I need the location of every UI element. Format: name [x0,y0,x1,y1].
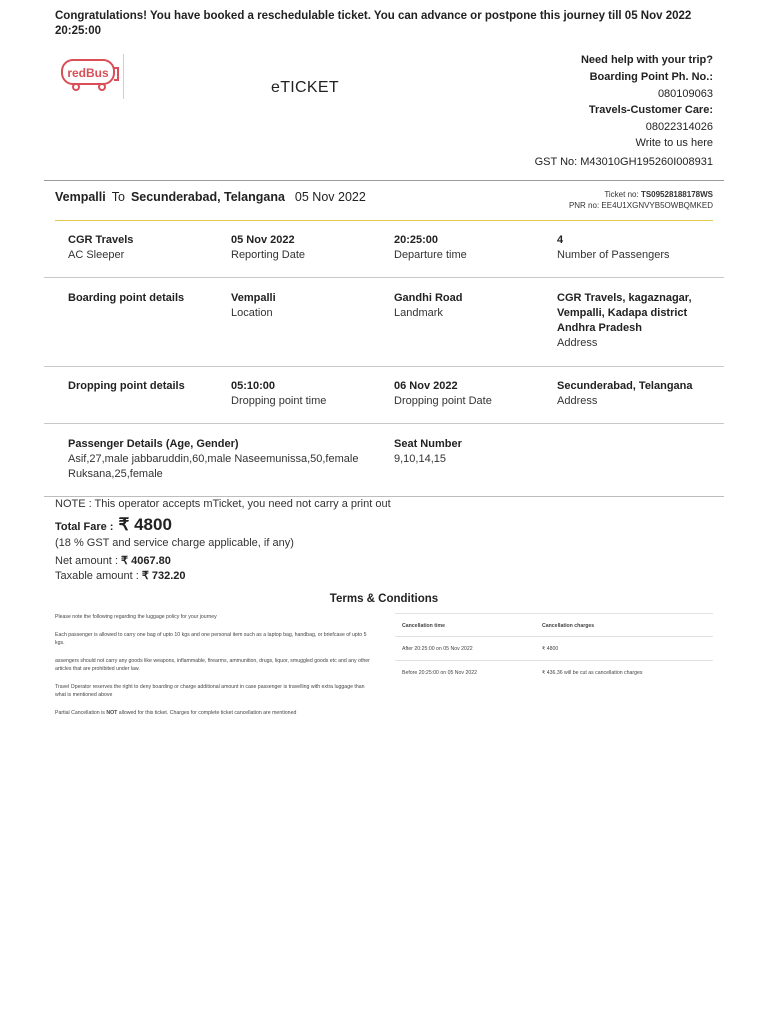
dropping-time-label: Dropping point time [231,395,327,407]
passenger-count: 4 [557,234,564,246]
boarding-heading-cell [68,291,228,306]
ticket-number: TS09528188178WS [640,190,713,199]
total-fare [55,515,172,535]
ticket-number-line [569,189,713,200]
divider [44,277,724,278]
taxable-amount-value: ₹ 732.20 [141,570,186,582]
bus-type: AC Sleeper [68,249,125,261]
pnr-number: EE4U1XGNVYB5OWBQMKED [601,201,713,210]
help-title: Need help with your trip? [580,54,713,66]
net-amount [55,554,171,567]
passenger-list-line2: Ruksana,25,female [68,468,163,480]
column-header-charge: Cancellation charges [542,623,595,629]
route-underline [55,220,713,221]
dropping-address: Secunderabad, Telangana [557,380,693,392]
passenger-details-cell [68,437,388,482]
taxable-amount [55,569,186,582]
policy-item: assengers should not carry any goods like weapons, inflammable, firearms, ammunition, drugs, liquor, smuggled goods etc and any other articles that are prohibited under law. [55,658,370,672]
gst-number: GST No: M43010GH195260I008931 [534,156,713,168]
boarding-address-cell [557,291,717,351]
cancellation-charge: ₹ 436.36 will be cut as cancellation charges [542,670,643,676]
boarding-heading: Boarding point details [68,292,185,304]
pnr-label: PNR no: [568,201,600,210]
cancellation-charge: ₹ 4800 [542,646,559,652]
boarding-address: CGR Travels, kagaznagar, Vempalli, Kadapa district Andhra Pradesh [557,292,692,334]
boarding-landmark: Gandhi Road [394,292,463,304]
redbus-logo [60,58,120,94]
table-row [395,637,713,661]
boarding-phone[interactable]: 080109063 [657,88,713,100]
ticket-number-label: Ticket no: [604,190,639,199]
divider [44,423,724,424]
total-fare-value: ₹ 4800 [118,515,172,534]
dropping-heading-cell [68,379,228,394]
seat-numbers: 9,10,14,15 [394,453,446,465]
passenger-list-line1: Asif,27,male jabbaruddin,60,male Naseemunissa,50,female [68,453,359,465]
divider [44,180,724,181]
dropping-heading: Dropping point details [68,380,185,392]
boarding-phone-label: Boarding Point Ph. No.: [589,71,713,83]
cancellation-time: Before 20:25:00 on 05 Nov 2022 [402,670,477,676]
reschedule-banner: Congratulations! You have booked a reschedulable ticket. You can advance or postpone this journey till 05 Nov 2022 20:25:00 [55,10,692,37]
ticket-identifiers [569,189,713,211]
divider [44,366,724,367]
reporting-date-label: Reporting Date [231,249,305,261]
operator-name: CGR Travels [68,234,134,246]
boarding-landmark-label: Landmark [394,307,443,319]
partial-suffix: allowed for this ticket. Charges for complete ticket cancellation are mentioned [117,710,297,716]
net-amount-label: Net amount : [55,555,118,567]
departure-cell [394,233,554,263]
departure-time: 20:25:00 [394,234,439,246]
origin-city: Vempalli [55,190,106,204]
boarding-location: Vempalli [231,292,276,304]
partial-prefix: Partial Cancellation is [55,710,107,716]
seat-cell [394,437,554,467]
partial-not: NOT [106,710,118,716]
operator-cell [68,233,228,263]
gst-note: (18 % GST and service charge applicable, if any) [55,537,294,549]
route-summary [55,190,366,204]
page-title: eTICKET [271,79,339,96]
divider [44,496,724,497]
customer-care-phone[interactable]: 08022314026 [645,121,713,133]
policy-intro: Please note the following regarding the luggage policy for your journey [55,614,217,620]
write-to-us-link[interactable]: Write to us here [635,137,713,149]
dropping-date: 06 Nov 2022 [394,380,458,392]
net-amount-value: ₹ 4067.80 [121,555,171,567]
taxable-amount-label: Taxable amount : [55,570,139,582]
logo-divider [123,54,124,99]
luggage-policy [55,613,375,727]
dropping-date-label: Dropping point Date [394,395,492,407]
passenger-heading: Passenger Details (Age, Gender) [68,438,239,450]
column-header-time: Cancellation time [402,623,445,629]
seat-heading: Seat Number [394,438,462,450]
boarding-address-label: Address [557,337,598,349]
passenger-count-label: Number of Passengers [557,249,670,261]
boarding-location-label: Location [231,307,273,319]
help-contacts [453,52,713,170]
table-header-row [395,613,713,637]
dropping-address-label: Address [557,395,598,407]
table-row [395,661,713,685]
total-fare-label: Total Fare : [55,521,114,533]
policy-item: Travel Operator reserves the right to deny boarding or charge additional amount in case passenger is travelling with extra luggage than what is mentioned above [55,684,365,698]
dropping-address-cell [557,379,717,409]
policy-item: Each passenger is allowed to carry one bag of upto 10 kgs and one personal item such as a laptop bag, handbag, or briefcase of upto 5 kgs. [55,632,367,646]
dropping-time-cell [231,379,391,409]
customer-care-label: Travels-Customer Care: [588,104,713,116]
journey-date: 05 Nov 2022 [294,190,366,204]
departure-time-label: Departure time [394,249,467,261]
mticket-note: NOTE : This operator accepts mTicket, you need not carry a print out [55,498,391,510]
terms-title: Terms & Conditions [329,593,439,605]
partial-cancellation-note [55,709,375,717]
route-to-word: To [111,190,125,204]
boarding-location-cell [231,291,391,321]
reporting-date: 05 Nov 2022 [231,234,295,246]
cancellation-table [395,613,713,685]
cancellation-time: After 20:25:00 on 05 Nov 2022 [402,646,473,652]
svg-text:redBus: redBus [67,66,109,80]
boarding-landmark-cell [394,291,554,321]
dropping-time: 05:10:00 [231,380,276,392]
destination-city: Secunderabad, Telangana [130,190,285,204]
dropping-date-cell [394,379,554,409]
passenger-count-cell [557,233,717,263]
reporting-cell [231,233,391,263]
pnr-line [569,200,713,211]
